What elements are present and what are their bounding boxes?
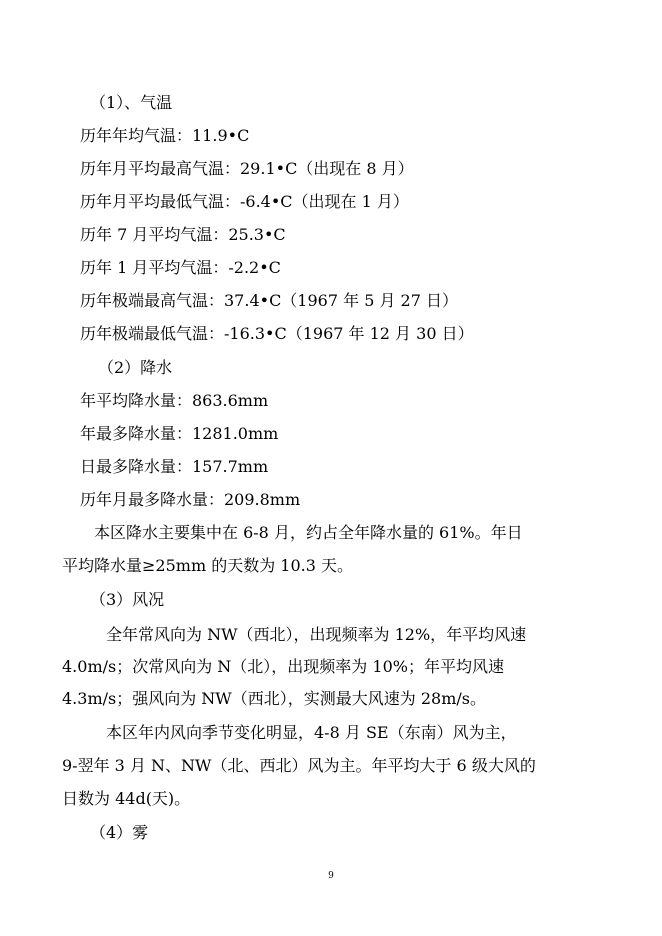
wind-paragraph-line: 日数为 44d(天)。 — [62, 789, 191, 808]
precipitation-item: 日最多降水量：157.7mm — [80, 457, 269, 476]
precipitation-paragraph-line: 平均降水量≥25mm 的天数为 10.3 天。 — [62, 556, 353, 575]
temperature-item: 历年月平均最低气温：-6.4•C（出现在 1 月） — [80, 192, 409, 211]
wind-paragraph-line: 本区年内风向季节变化明显，4-8 月 SE（东南）风为主， — [106, 723, 517, 742]
page-number: 9 — [328, 871, 334, 881]
temperature-item: 历年月平均最高气温：29.1•C（出现在 8 月） — [80, 159, 414, 178]
temperature-item: 历年 7 月平均气温：25.3•C — [80, 225, 286, 244]
wind-paragraph-line: 4.3m/s；强风向为 NW（西北），实测最大风速为 28m/s。 — [62, 689, 486, 708]
wind-paragraph-line: 9-翌年 3 月 N、NW（北、西北）风为主。年平均大于 6 级大风的 — [62, 756, 536, 775]
heading-wind: （3）风况 — [90, 590, 165, 609]
heading-temperature: （1）、气温 — [90, 93, 173, 112]
temperature-item: 历年极端最低气温：-16.3•C（1967 年 12 月 30 日） — [80, 324, 474, 343]
precipitation-item: 历年月最多降水量：209.8mm — [80, 490, 301, 509]
heading-fog: （4）雾 — [90, 823, 149, 842]
precipitation-item: 年平均降水量：863.6mm — [80, 391, 269, 410]
wind-paragraph-line: 全年常风向为 NW（西北），出现频率为 12%，年平均风速 — [106, 625, 527, 644]
precipitation-item: 年最多降水量：1281.0mm — [80, 424, 279, 443]
temperature-item: 历年 1 月平均气温：-2.2•C — [80, 258, 281, 277]
precipitation-paragraph-line: 本区降水主要集中在 6-8 月，约占全年降水量的 61%。年日 — [94, 523, 523, 542]
temperature-item: 历年年均气温：11.9•C — [80, 126, 250, 145]
temperature-item: 历年极端最高气温：37.4•C（1967 年 5 月 27 日） — [80, 291, 458, 310]
wind-paragraph-line: 4.0m/s；次常风向为 N（北），出现频率为 10%；年平均风速 — [62, 657, 504, 676]
heading-precipitation: （2）降水 — [98, 358, 173, 377]
